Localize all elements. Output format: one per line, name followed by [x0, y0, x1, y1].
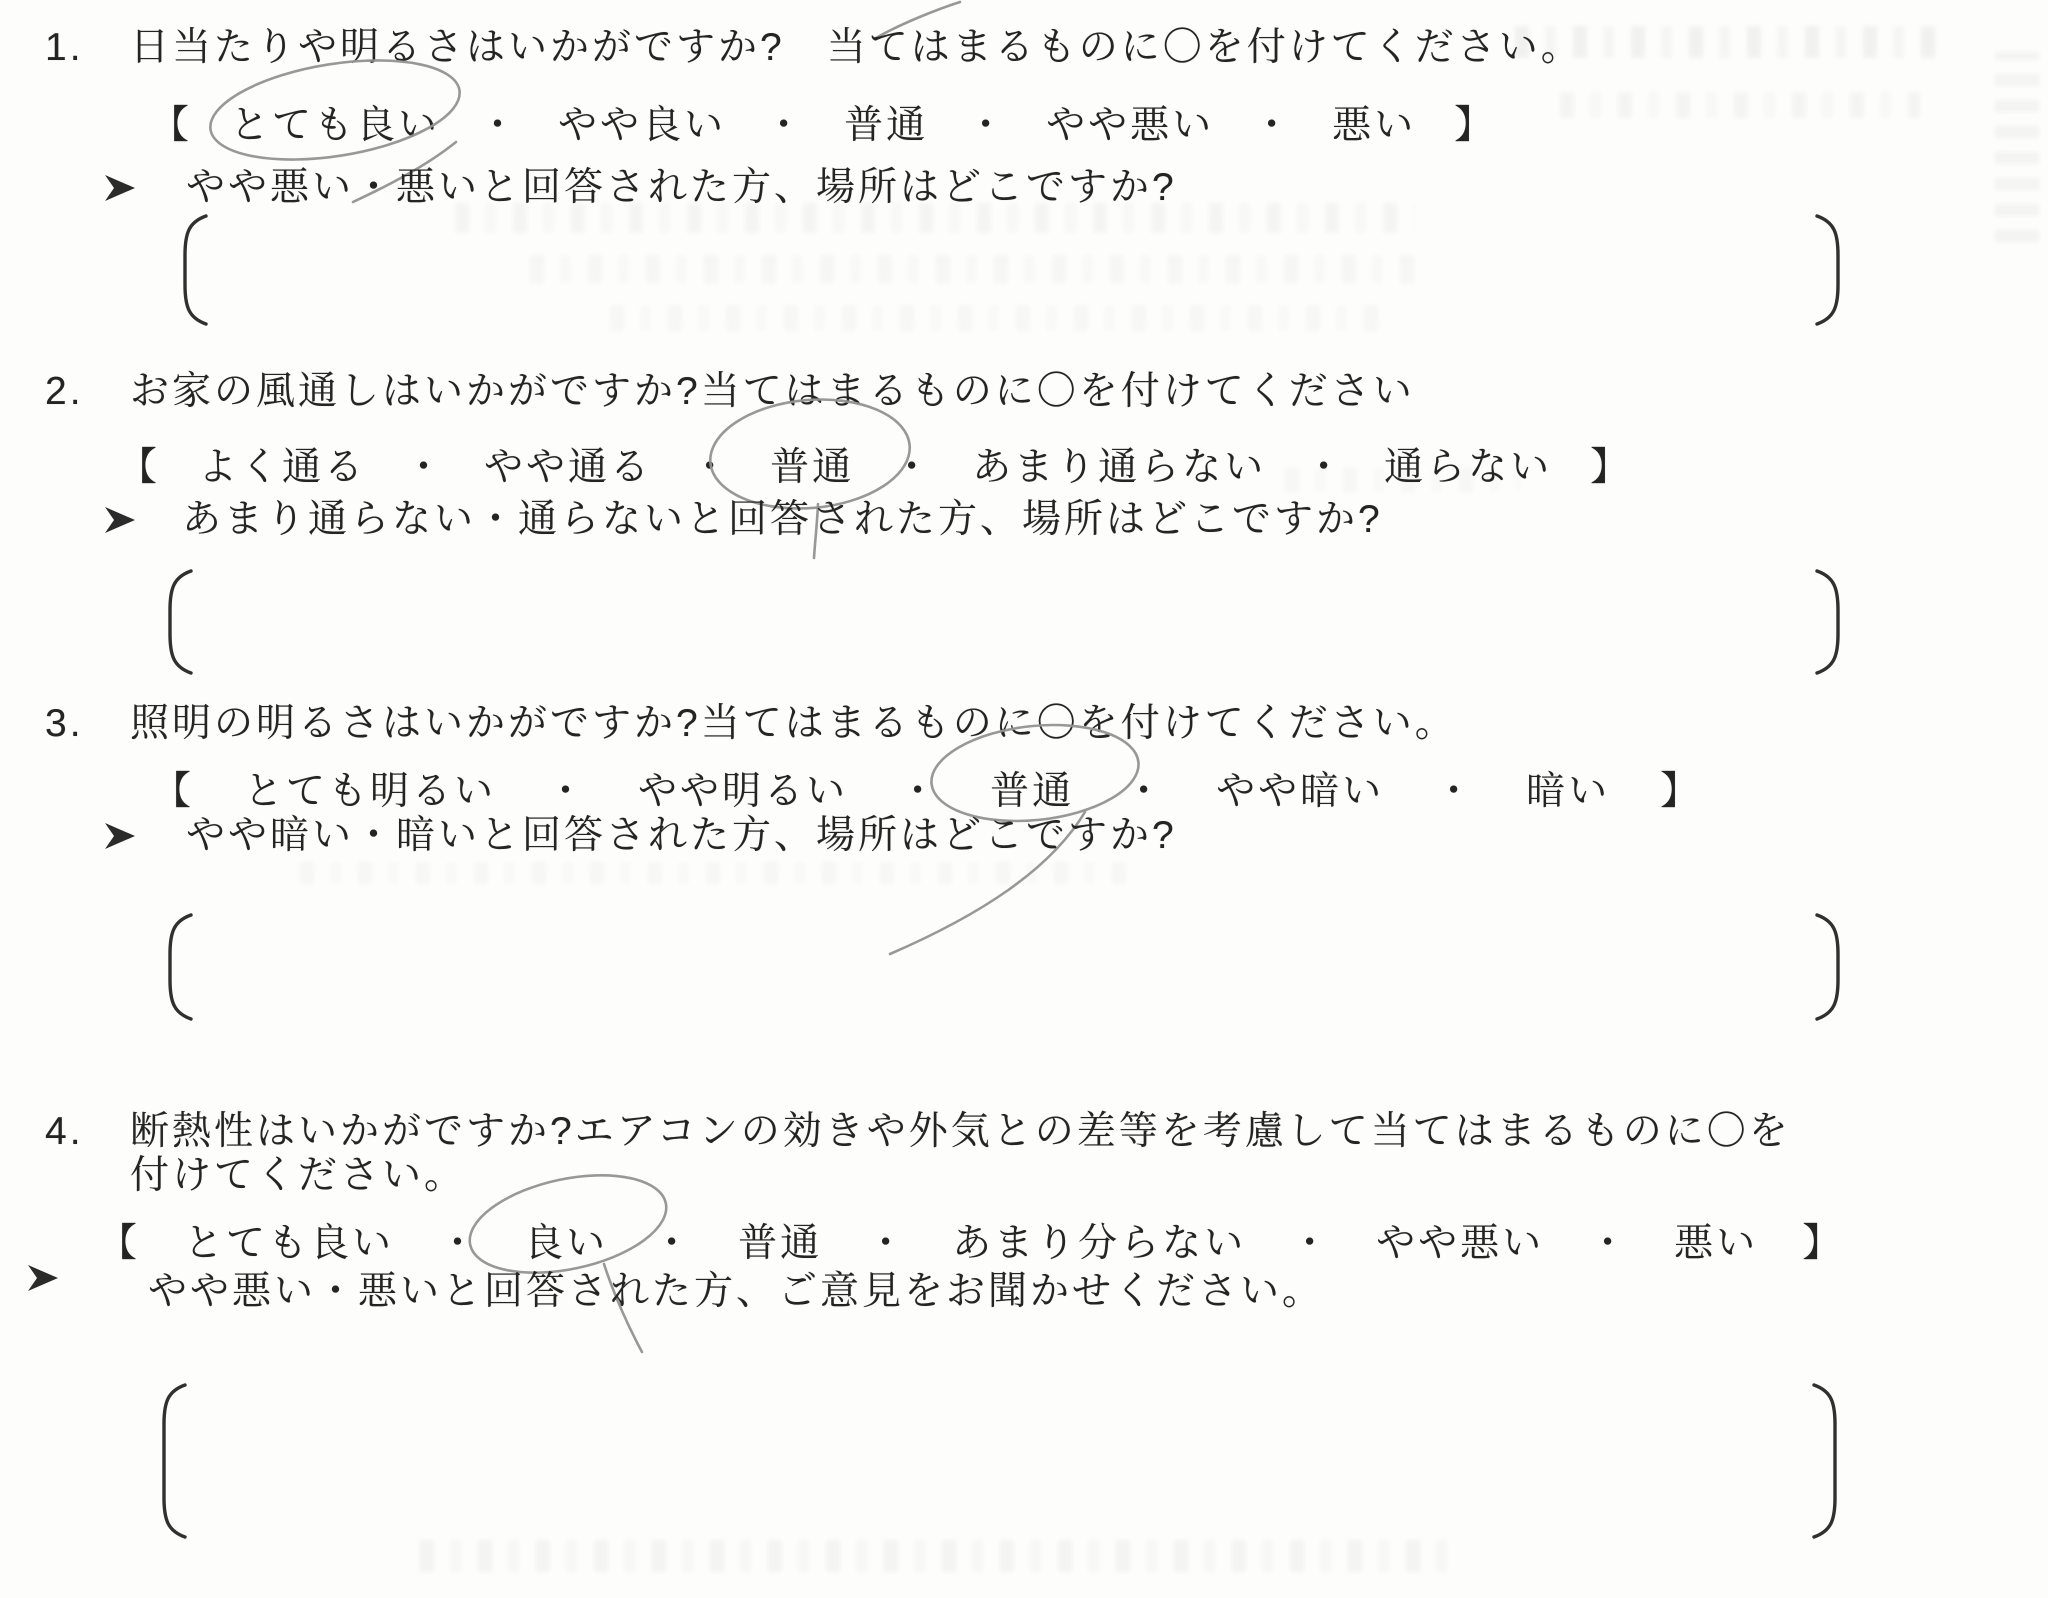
q2-option-futsu[interactable] — [770, 446, 854, 490]
q2-option-amari-tooranai[interactable] — [972, 446, 1266, 490]
options-close-bracket: 】 — [1660, 770, 1703, 813]
option-label: とても良い — [230, 104, 441, 147]
question-number: 1. — [45, 26, 84, 69]
q3-option-futsu[interactable] — [990, 770, 1074, 814]
answer-box-right-bracket — [1813, 213, 1847, 327]
option-label: やや通る — [484, 446, 653, 489]
option-separator: ・ — [1124, 770, 1167, 813]
question-title: お家の風通しはいかがですか?当てはまるものに〇を付けてください — [130, 370, 1415, 413]
q4-option-futsu[interactable] — [738, 1222, 822, 1266]
q1-option-futsu[interactable] — [844, 104, 928, 148]
option-separator: ・ — [1588, 1222, 1631, 1265]
question-title-line1: 断熱性はいかがですか?エアコンの効きや外気との差等を考慮して当てはまるものに〇を — [130, 1110, 1791, 1153]
options-row — [152, 770, 1702, 814]
option-separator: ・ — [966, 104, 1009, 147]
option-separator: ・ — [546, 770, 589, 813]
options-row — [118, 446, 1632, 490]
answer-area-q2[interactable] — [200, 574, 1813, 670]
answer-box-right-bracket — [1810, 1382, 1844, 1540]
q3-option-kurai[interactable] — [1526, 770, 1610, 814]
q4-option-amari-wakaranai[interactable] — [952, 1222, 1246, 1266]
followup-question: あまり通らない・通らないと回答された方、場所はどこですか? — [182, 498, 1383, 541]
answer-box-right-bracket — [1813, 912, 1847, 1022]
arrow-bullet-icon — [103, 172, 137, 204]
answer-box-left-bracket — [155, 1382, 189, 1540]
options-close-bracket: 】 — [1802, 1222, 1845, 1265]
options-row — [98, 1222, 1844, 1266]
option-label: とても明るい — [244, 770, 497, 813]
option-label: 悪い — [1332, 104, 1417, 147]
option-label: 通らない — [1384, 446, 1553, 489]
option-separator: ・ — [438, 1222, 481, 1265]
options-open-bracket: 【 — [150, 104, 193, 147]
option-separator: ・ — [1252, 104, 1295, 147]
option-label: 暗い — [1526, 770, 1611, 813]
options-open-bracket: 【 — [118, 446, 161, 489]
q2-option-yaya-tooru[interactable] — [484, 446, 652, 490]
q2-option-yoku-tooru[interactable] — [198, 446, 366, 490]
q1-option-yaya-yoi[interactable] — [558, 104, 726, 148]
option-separator: ・ — [764, 104, 807, 147]
option-separator: ・ — [898, 770, 941, 813]
option-separator: ・ — [1290, 1222, 1333, 1265]
options-open-bracket: 【 — [152, 770, 195, 813]
answer-box-left-bracket — [176, 213, 210, 327]
option-label: やや良い — [558, 104, 727, 147]
question-title: 照明の明るさはいかがですか?当てはまるものに〇を付けてください。 — [130, 702, 1457, 745]
option-label: 普通 — [770, 446, 855, 489]
q3-option-yaya-kurai[interactable] — [1216, 770, 1384, 814]
options-close-bracket: 】 — [1454, 104, 1497, 147]
options-close-bracket: 】 — [1590, 446, 1633, 489]
arrow-bullet-icon — [103, 504, 137, 536]
option-label: 普通 — [990, 770, 1075, 813]
bleed-through-smudge — [420, 1540, 1450, 1572]
option-label: 普通 — [844, 104, 929, 147]
option-label: 悪い — [1674, 1222, 1759, 1265]
arrow-bullet-icon — [26, 1262, 60, 1294]
followup-question: やや悪い・悪いと回答された方、場所はどこですか? — [186, 166, 1177, 209]
answer-box-right-bracket — [1813, 568, 1847, 676]
answer-area-q4[interactable] — [196, 1388, 1806, 1534]
question-number: 4. — [45, 1110, 84, 1153]
q3-option-totemo-akarui[interactable] — [244, 770, 496, 814]
answer-box-left-bracket — [161, 912, 195, 1022]
bleed-through-smudge — [1560, 92, 1920, 118]
option-separator: ・ — [892, 446, 935, 489]
option-label: 良い — [524, 1222, 609, 1265]
option-separator: ・ — [478, 104, 521, 147]
option-separator: ・ — [652, 1222, 695, 1265]
option-label: やや悪い — [1376, 1222, 1545, 1265]
option-separator: ・ — [866, 1222, 909, 1265]
answer-box-left-bracket — [161, 568, 195, 676]
q4-option-yoi[interactable] — [524, 1222, 608, 1266]
followup-question: やや暗い・暗いと回答された方、場所はどこですか? — [186, 814, 1177, 857]
option-separator: ・ — [1304, 446, 1347, 489]
question-number: 3. — [45, 702, 84, 745]
q1-option-yaya-warui[interactable] — [1046, 104, 1214, 148]
option-separator: ・ — [690, 446, 733, 489]
options-row — [150, 104, 1496, 148]
q3-option-yaya-akarui[interactable] — [638, 770, 848, 814]
answer-area-q3[interactable] — [200, 918, 1813, 1016]
option-label: やや明るい — [638, 770, 849, 813]
q2-option-tooranai[interactable] — [1384, 446, 1552, 490]
bleed-through-smudge — [300, 862, 1130, 884]
options-open-bracket: 【 — [98, 1222, 141, 1265]
q4-option-totemo-yoi[interactable] — [184, 1222, 394, 1266]
option-label: 普通 — [738, 1222, 823, 1265]
option-label: とても良い — [184, 1222, 395, 1265]
option-label: あまり通らない — [972, 446, 1267, 489]
option-separator: ・ — [1434, 770, 1477, 813]
q1-option-totemo-yoi[interactable] — [230, 104, 440, 148]
option-label: あまり分らない — [952, 1222, 1247, 1265]
q1-option-warui[interactable] — [1332, 104, 1416, 148]
q4-option-warui[interactable] — [1674, 1222, 1758, 1266]
option-label: やや悪い — [1046, 104, 1215, 147]
option-label: よく通る — [198, 446, 367, 489]
option-separator: ・ — [404, 446, 447, 489]
arrow-bullet-icon — [103, 820, 137, 852]
followup-question: やや悪い・悪いと回答された方、ご意見をお聞かせください。 — [148, 1270, 1325, 1313]
question-number: 2. — [45, 370, 84, 413]
option-label: やや暗い — [1216, 770, 1385, 813]
q4-option-yaya-warui[interactable] — [1376, 1222, 1544, 1266]
question-title: 日当たりや明るさはいかがですか? 当てはまるものに〇を付けてください。 — [130, 26, 1583, 69]
question-title-line2: 付けてください。 — [130, 1154, 467, 1197]
bleed-through-smudge — [1995, 52, 2039, 242]
answer-area-q1[interactable] — [215, 219, 1813, 321]
